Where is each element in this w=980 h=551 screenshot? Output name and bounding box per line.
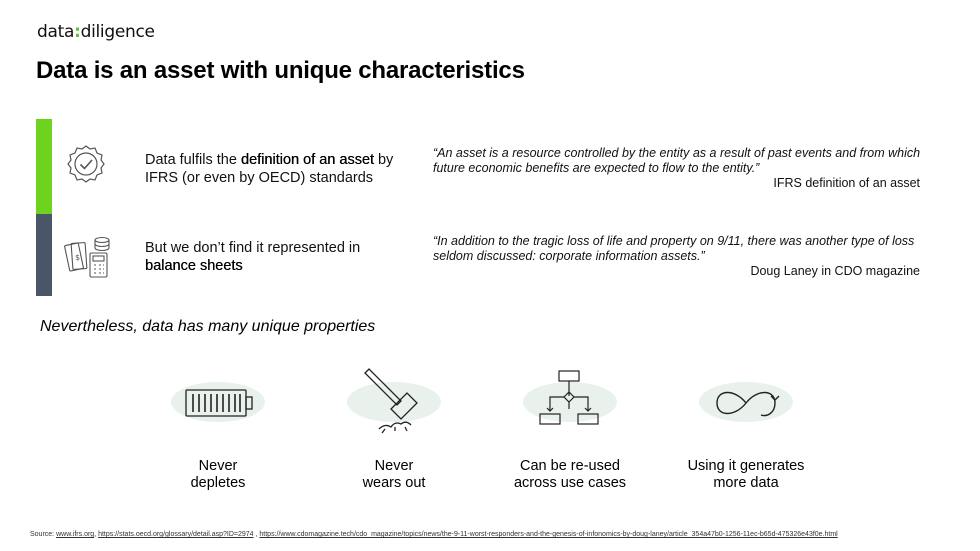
property-label-line1: Never <box>198 458 238 474</box>
property-reusable <box>495 365 645 491</box>
property-label <box>671 458 821 492</box>
property-label <box>495 458 645 492</box>
logo-separator: : <box>74 22 81 42</box>
flowchart-icon <box>495 365 645 445</box>
svg-text:$: $ <box>75 253 81 262</box>
source-link-cdomagazine[interactable]: https://www.cdomagazine.tech/cdo_magazine/topics/news/the-9-11-worst-responders-and-the-genesis-of-infonomics-by-doug-laney/article_354a47b0-1256-11ec-b65d-475326e43f0e.html <box>259 531 838 538</box>
property-label-line2: more data <box>713 475 779 491</box>
logo-text-right: diligence <box>80 22 155 42</box>
infinity-loop-icon <box>671 365 821 445</box>
row2-text-bold: balance sheets <box>145 258 243 274</box>
logo-text-left: data <box>37 22 75 42</box>
property-label <box>143 458 293 492</box>
row1-text-plain: Data fulfils the <box>145 152 241 168</box>
section-subtitle: Nevertheless, data has many unique properties <box>40 318 376 335</box>
property-label-line1: Using it generates <box>687 458 805 474</box>
property-generates-data <box>671 365 821 491</box>
brand-logo <box>37 22 155 42</box>
source-footer: Source: www.ifrs.org, https://stats.oecd.org/glossary/detail.asp?ID=2974 , https://www.cdomagazine.tech/cdo_magazine/topics/news/the-9-11-worst-responders-and-the-genesis-of-infonomics-by-doug-laney/article_354a47b0-1256-11ec-b65d-475326e43f0e.html <box>30 531 838 538</box>
certified-badge-icon <box>66 144 106 189</box>
money-calculator-icon <box>64 234 116 285</box>
row2-statement <box>145 239 360 275</box>
property-label <box>319 458 469 492</box>
property-never-wears-out <box>319 365 469 491</box>
footer-prefix: Source: <box>30 531 57 538</box>
row1-attribution: IFRS definition of an asset <box>773 176 920 190</box>
source-link-oecd[interactable]: https://stats.oecd.org/glossary/detail.asp?ID=2974 <box>98 531 254 538</box>
property-label-line1: Never <box>374 458 414 474</box>
hammer-icon <box>319 365 469 445</box>
property-label-line2: across use cases <box>513 475 627 491</box>
page-title: Data is an asset with unique characteristics <box>36 57 525 84</box>
row1-text-bold: definition of an asset <box>240 152 374 168</box>
property-label-line2: wears out <box>362 475 426 491</box>
full-battery-icon <box>143 365 293 445</box>
row1-statement <box>145 151 393 187</box>
property-label-line2: depletes <box>190 475 246 491</box>
property-never-depletes <box>143 365 293 491</box>
row1-text-line2: IFRS (or even by OECD) standards <box>145 170 374 186</box>
row2-attribution: Doug Laney in CDO magazine <box>750 264 920 278</box>
source-link-ifrs[interactable]: www.ifrs.org <box>56 531 95 538</box>
row2-quote: “In addition to the tragic loss of life and property on 9/11, there was another type of loss seldom discussed: corporate information assets.” <box>433 234 915 263</box>
row2-text-plain: But we don’t find it represented in <box>145 240 361 256</box>
accent-bar-green <box>36 119 52 214</box>
accent-bar-slate <box>36 214 52 296</box>
row1-text-after: by <box>373 152 394 168</box>
property-label-line1: Can be re-used <box>520 458 620 474</box>
row1-quote: “An asset is a resource controlled by the entity as a result of past events and from which future economic benefits are expected to flow to the entity.” <box>433 146 921 175</box>
